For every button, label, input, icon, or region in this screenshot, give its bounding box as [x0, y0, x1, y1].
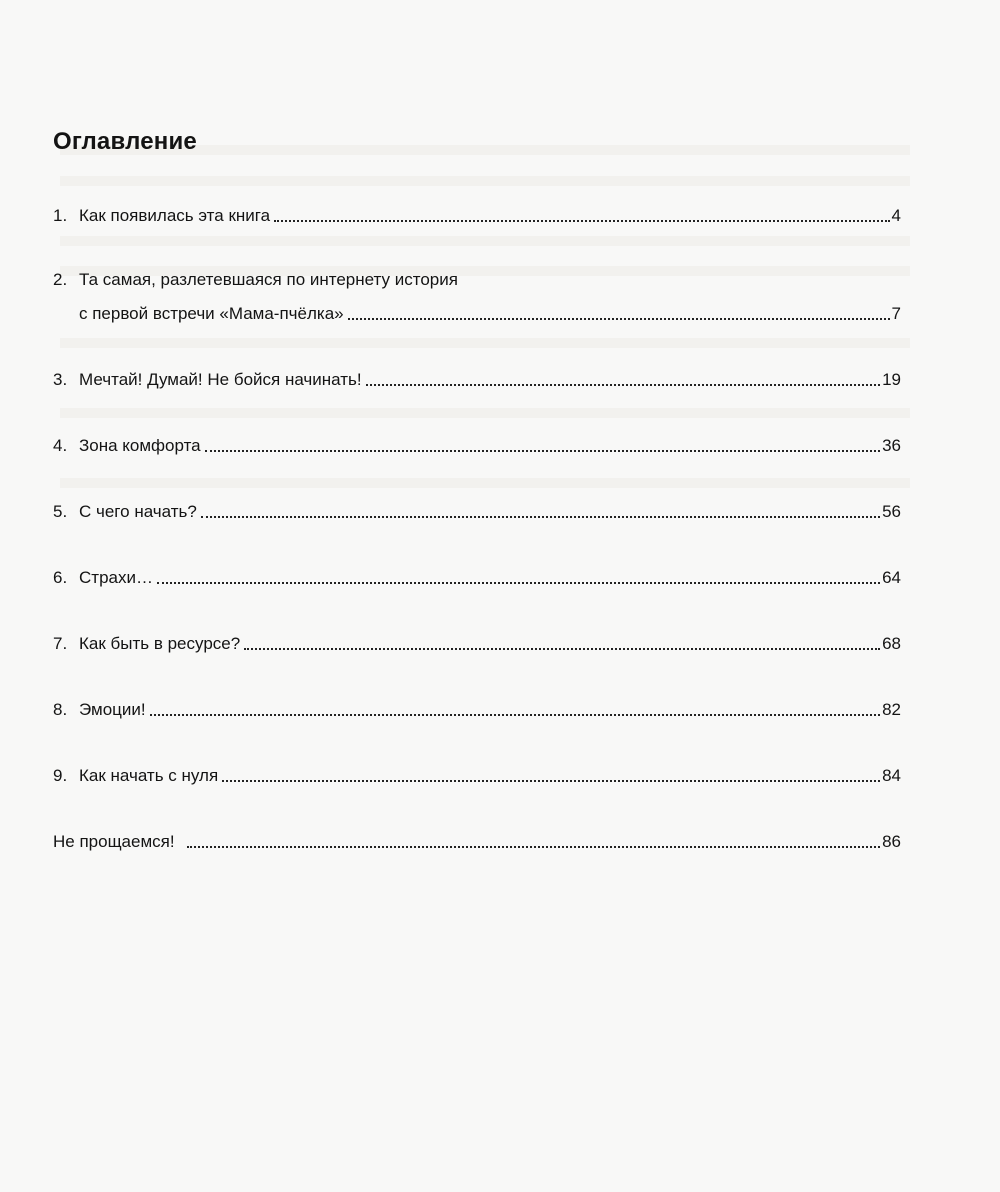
entry-title: Зона комфорта [79, 436, 201, 455]
dot-leader [348, 317, 890, 320]
entry-number: 4. [53, 436, 68, 455]
toc-entry-4[interactable] [53, 432, 901, 456]
toc-entry-5[interactable] [53, 498, 901, 522]
entry-title: Как появилась эта книга [79, 206, 271, 225]
toc-entry-3[interactable] [53, 366, 901, 390]
entry-title: С чего начать? [79, 502, 197, 521]
entry-page-number: 19 [882, 370, 901, 389]
entry-number: 2. [53, 270, 68, 289]
entry-title: с первой встречи «Мама-пчёлка» [79, 304, 344, 323]
entry-page-number: 68 [882, 634, 901, 653]
bleed-through-line [60, 408, 910, 418]
dot-leader [222, 779, 880, 782]
dot-leader [187, 845, 880, 848]
entry-page-number: 4 [891, 206, 901, 225]
entry-title: Страхи… [79, 568, 153, 587]
dot-leader [244, 647, 880, 650]
entry-number: 9. [53, 766, 68, 785]
entry-number: 1. [53, 206, 68, 225]
entry-number: 7. [53, 634, 68, 653]
entry-page-number: 36 [882, 436, 901, 455]
toc-entry-9[interactable] [53, 762, 901, 786]
entry-page-number: 7 [891, 304, 901, 323]
bleed-through-line [60, 176, 910, 186]
dot-leader [366, 383, 880, 386]
bleed-through-line [60, 478, 910, 488]
entry-title-line1: Та самая, разлетевшаяся по интернету история [79, 270, 458, 289]
entry-page-number: 64 [882, 568, 901, 587]
toc-entry-8[interactable] [53, 696, 901, 720]
dot-leader [205, 449, 880, 452]
toc-entry-7[interactable] [53, 630, 901, 654]
entry-page-number: 82 [882, 700, 901, 719]
entry-page-number: 56 [882, 502, 901, 521]
toc-entry-2-first-line [53, 270, 458, 290]
toc-entry-2[interactable] [53, 300, 901, 324]
entry-page-number: 86 [882, 832, 901, 851]
toc-entry-6[interactable] [53, 564, 901, 588]
toc-entry-1[interactable] [53, 202, 901, 226]
entry-title: Эмоции! [79, 700, 146, 719]
entry-number: 6. [53, 568, 68, 587]
entry-number: 5. [53, 502, 68, 521]
entry-title: Не прощаемся! [53, 832, 175, 851]
bleed-through-line [60, 236, 910, 246]
dot-leader [201, 515, 880, 518]
entry-title: Мечтай! Думай! Не бойся начинать! [79, 370, 362, 389]
dot-leader [150, 713, 880, 716]
toc-title: Оглавление [53, 128, 197, 155]
entry-number: 8. [53, 700, 68, 719]
entry-number: 3. [53, 370, 68, 389]
entry-page-number: 84 [882, 766, 901, 785]
dot-leader [157, 581, 880, 584]
toc-entry-closing[interactable] [53, 828, 901, 852]
entry-title: Как начать с нуля [79, 766, 219, 785]
dot-leader [274, 219, 889, 222]
bleed-through-line [60, 338, 910, 348]
entry-title: Как быть в ресурсе? [79, 634, 241, 653]
